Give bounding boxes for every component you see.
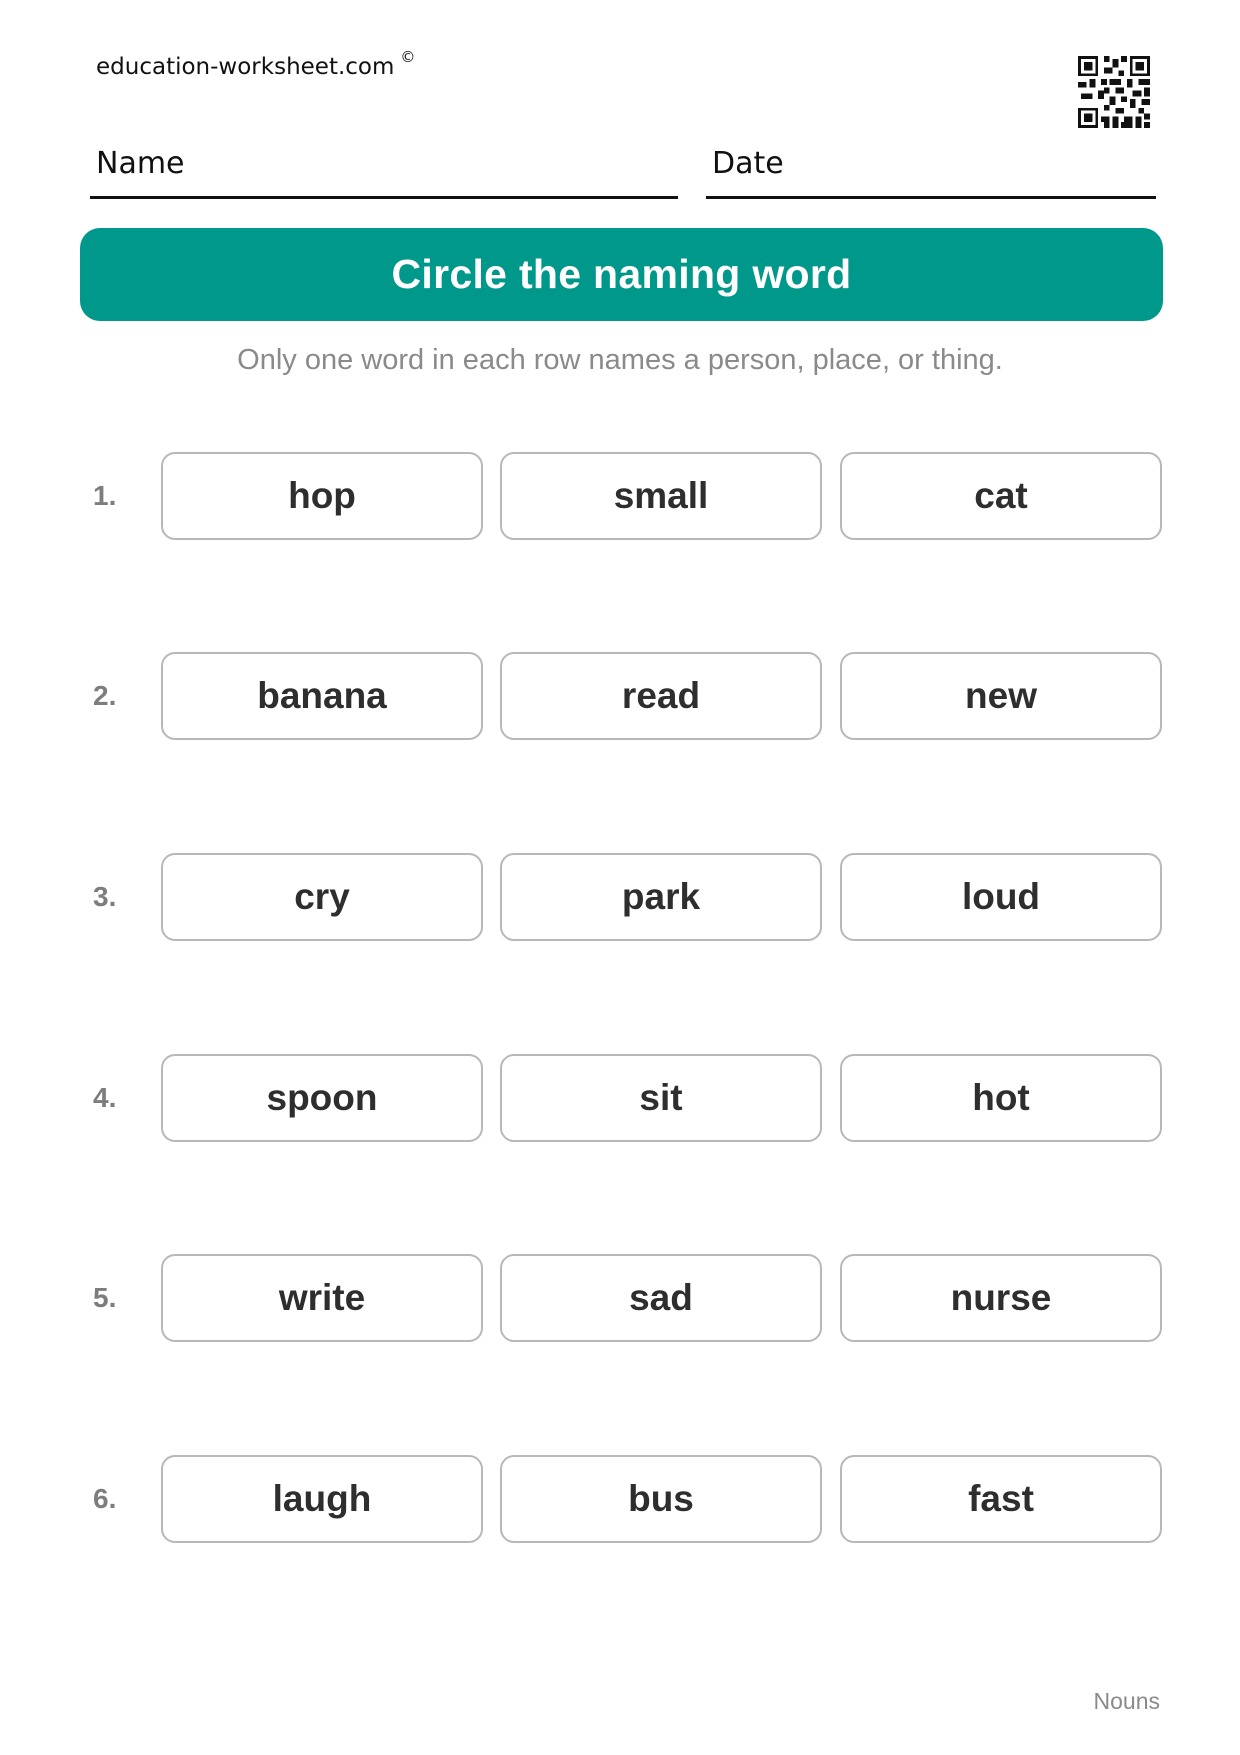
word-choice[interactable]: banana xyxy=(161,652,483,740)
title-banner xyxy=(80,228,1163,321)
word-choice[interactable]: bus xyxy=(500,1455,822,1543)
question-number: 3. xyxy=(93,881,117,912)
instructions-text: Only one word in each row names a person, place, or thing. xyxy=(237,344,1003,376)
question-number: 1. xyxy=(93,480,117,511)
word-choice[interactable]: new xyxy=(840,652,1162,740)
question-row xyxy=(0,1254,1240,1342)
question-row xyxy=(0,1054,1240,1142)
word-choice[interactable]: cat xyxy=(840,452,1162,540)
word-choice[interactable]: hop xyxy=(161,452,483,540)
question-number: 5. xyxy=(93,1282,117,1313)
name-field[interactable] xyxy=(90,138,678,199)
word-choice[interactable]: sit xyxy=(500,1054,822,1142)
name-label: Name xyxy=(96,146,185,181)
site-url: education-worksheet.com xyxy=(96,54,395,80)
question-row xyxy=(0,652,1240,740)
word-choice[interactable]: park xyxy=(500,853,822,941)
question-number: 2. xyxy=(93,680,117,711)
question-row xyxy=(0,452,1240,540)
word-choice[interactable]: write xyxy=(161,1254,483,1342)
word-choice[interactable]: small xyxy=(500,452,822,540)
word-choice[interactable]: spoon xyxy=(161,1054,483,1142)
word-choice[interactable]: loud xyxy=(840,853,1162,941)
date-label: Date xyxy=(712,146,784,181)
question-row xyxy=(0,1455,1240,1543)
topic-label: Nouns xyxy=(1093,1688,1160,1714)
word-choice[interactable]: sad xyxy=(500,1254,822,1342)
date-field[interactable] xyxy=(706,138,1156,199)
question-number: 4. xyxy=(93,1082,117,1113)
word-choice[interactable]: cry xyxy=(161,853,483,941)
question-row xyxy=(0,853,1240,941)
copyright-symbol: © xyxy=(400,48,416,66)
site-name xyxy=(96,48,415,80)
word-choice[interactable]: read xyxy=(500,652,822,740)
worksheet-title: Circle the naming word xyxy=(391,251,852,297)
word-choice[interactable]: nurse xyxy=(840,1254,1162,1342)
word-choice[interactable]: laugh xyxy=(161,1455,483,1543)
word-choice[interactable]: fast xyxy=(840,1455,1162,1543)
question-number: 6. xyxy=(93,1483,117,1514)
qr-code-icon xyxy=(1078,56,1150,128)
word-choice[interactable]: hot xyxy=(840,1054,1162,1142)
